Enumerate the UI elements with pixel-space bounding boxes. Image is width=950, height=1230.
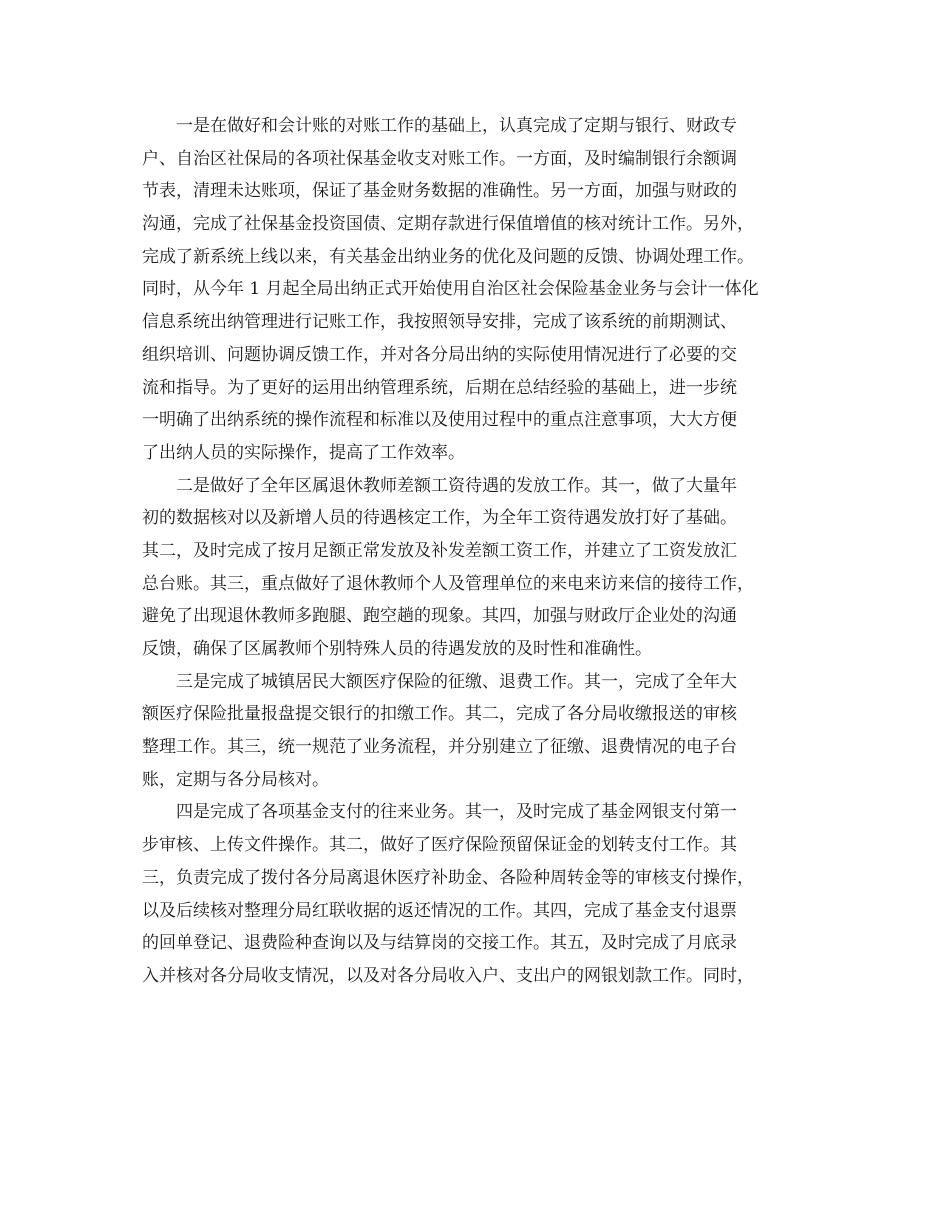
paragraph-4 <box>142 796 814 992</box>
text-line: 总台账。其三，重点做好了退休教师个人及管理单位的来电来访来信的接待工作， <box>142 573 754 594</box>
paragraph-2 <box>142 470 814 666</box>
text-line: 整理工作。其三，统一规范了业务流程，并分别建立了征缴、退费情况的电子台 <box>142 737 737 758</box>
text-line: 了出纳人员的实际操作，提高了工作效率。 <box>142 442 465 463</box>
paragraph-1 <box>142 110 814 470</box>
text-line: 三是完成了城镇居民大额医疗保险的征缴、退费工作。其一，完成了全年大 <box>176 671 737 692</box>
text-line: 节表，清理未达账项，保证了基金财务数据的准确性。另一方面，加强与财政的 <box>142 181 737 202</box>
text-line: 入并核对各分局收支情况，以及对各分局收入户、支出户的网银划款工作。同时， <box>142 965 754 986</box>
text-line: 流和指导。为了更好的运用出纳管理系统，后期在总结经验的基础上，进一步统 <box>142 377 737 398</box>
document-body <box>142 110 814 993</box>
text-line: 反馈，确保了区属教师个别特殊人员的待遇发放的及时性和准确性。 <box>142 639 652 659</box>
text-line: 户、自治区社保局的各项社保基金收支对账工作。一方面，及时编制银行余额调 <box>142 148 737 169</box>
text-line: 一是在做好和会计账的对账工作的基础上，认真完成了定期与银行、财政专 <box>176 116 737 136</box>
text-line: 的回单登记、退费险种查询以及与结算岗的交接工作。其五，及时完成了月底录 <box>142 933 737 954</box>
text-line: 一明确了出纳系统的操作流程和标准以及使用过程中的重点注意事项，大大方便 <box>142 410 737 431</box>
text-line: 同时，从今年 1 月起全局出纳正式开始使用自治区社会保险基金业务与会计一体化 <box>142 279 759 300</box>
paragraph-3 <box>142 666 814 797</box>
text-line: 账，定期与各分局核对。 <box>142 769 329 790</box>
text-line: 沟通，完成了社保基金投资国债、定期存款进行保值增值的核对统计工作。另外， <box>142 214 754 235</box>
text-line: 其二，及时完成了按月足额正常发放及补发差额工资工作，并建立了工资发放汇 <box>142 540 737 561</box>
text-line: 额医疗保险批量报盘提交银行的扣缴工作。其二，完成了各分局收缴报送的审核 <box>142 704 737 725</box>
text-line: 步审核、上传文件操作。其二，做好了医疗保险预留保证金的划转支付工作。其 <box>142 835 737 856</box>
text-line: 初的数据核对以及新增人员的待遇核定工作，为全年工资待遇发放打好了基础。 <box>142 508 737 529</box>
text-line: 二是做好了全年区属退休教师差额工资待遇的发放工作。其一，做了大量年 <box>176 475 737 496</box>
text-line: 以及后续核对整理分局红联收据的返还情况的工作。其四，完成了基金支付退票 <box>142 900 737 921</box>
text-line: 组织培训、问题协调反馈工作，并对各分局出纳的实际使用情况进行了必要的交 <box>142 344 737 365</box>
text-line: 三，负责完成了拨付各分局离退休医疗补助金、各险种周转金等的审核支付操作， <box>142 867 754 888</box>
text-line: 完成了新系统上线以来，有关基金出纳业务的优化及问题的反馈、协调处理工作。 <box>142 246 754 267</box>
text-line: 信息系统出纳管理进行记账工作，我按照领导安排，完成了该系统的前期测试、 <box>142 312 737 333</box>
text-line: 四是完成了各项基金支付的往来业务。其一，及时完成了基金网银支付第一 <box>176 802 737 823</box>
text-line: 避免了出现退休教师多跑腿、跑空趟的现象。其四，加强与财政厅企业处的沟通 <box>142 606 737 627</box>
